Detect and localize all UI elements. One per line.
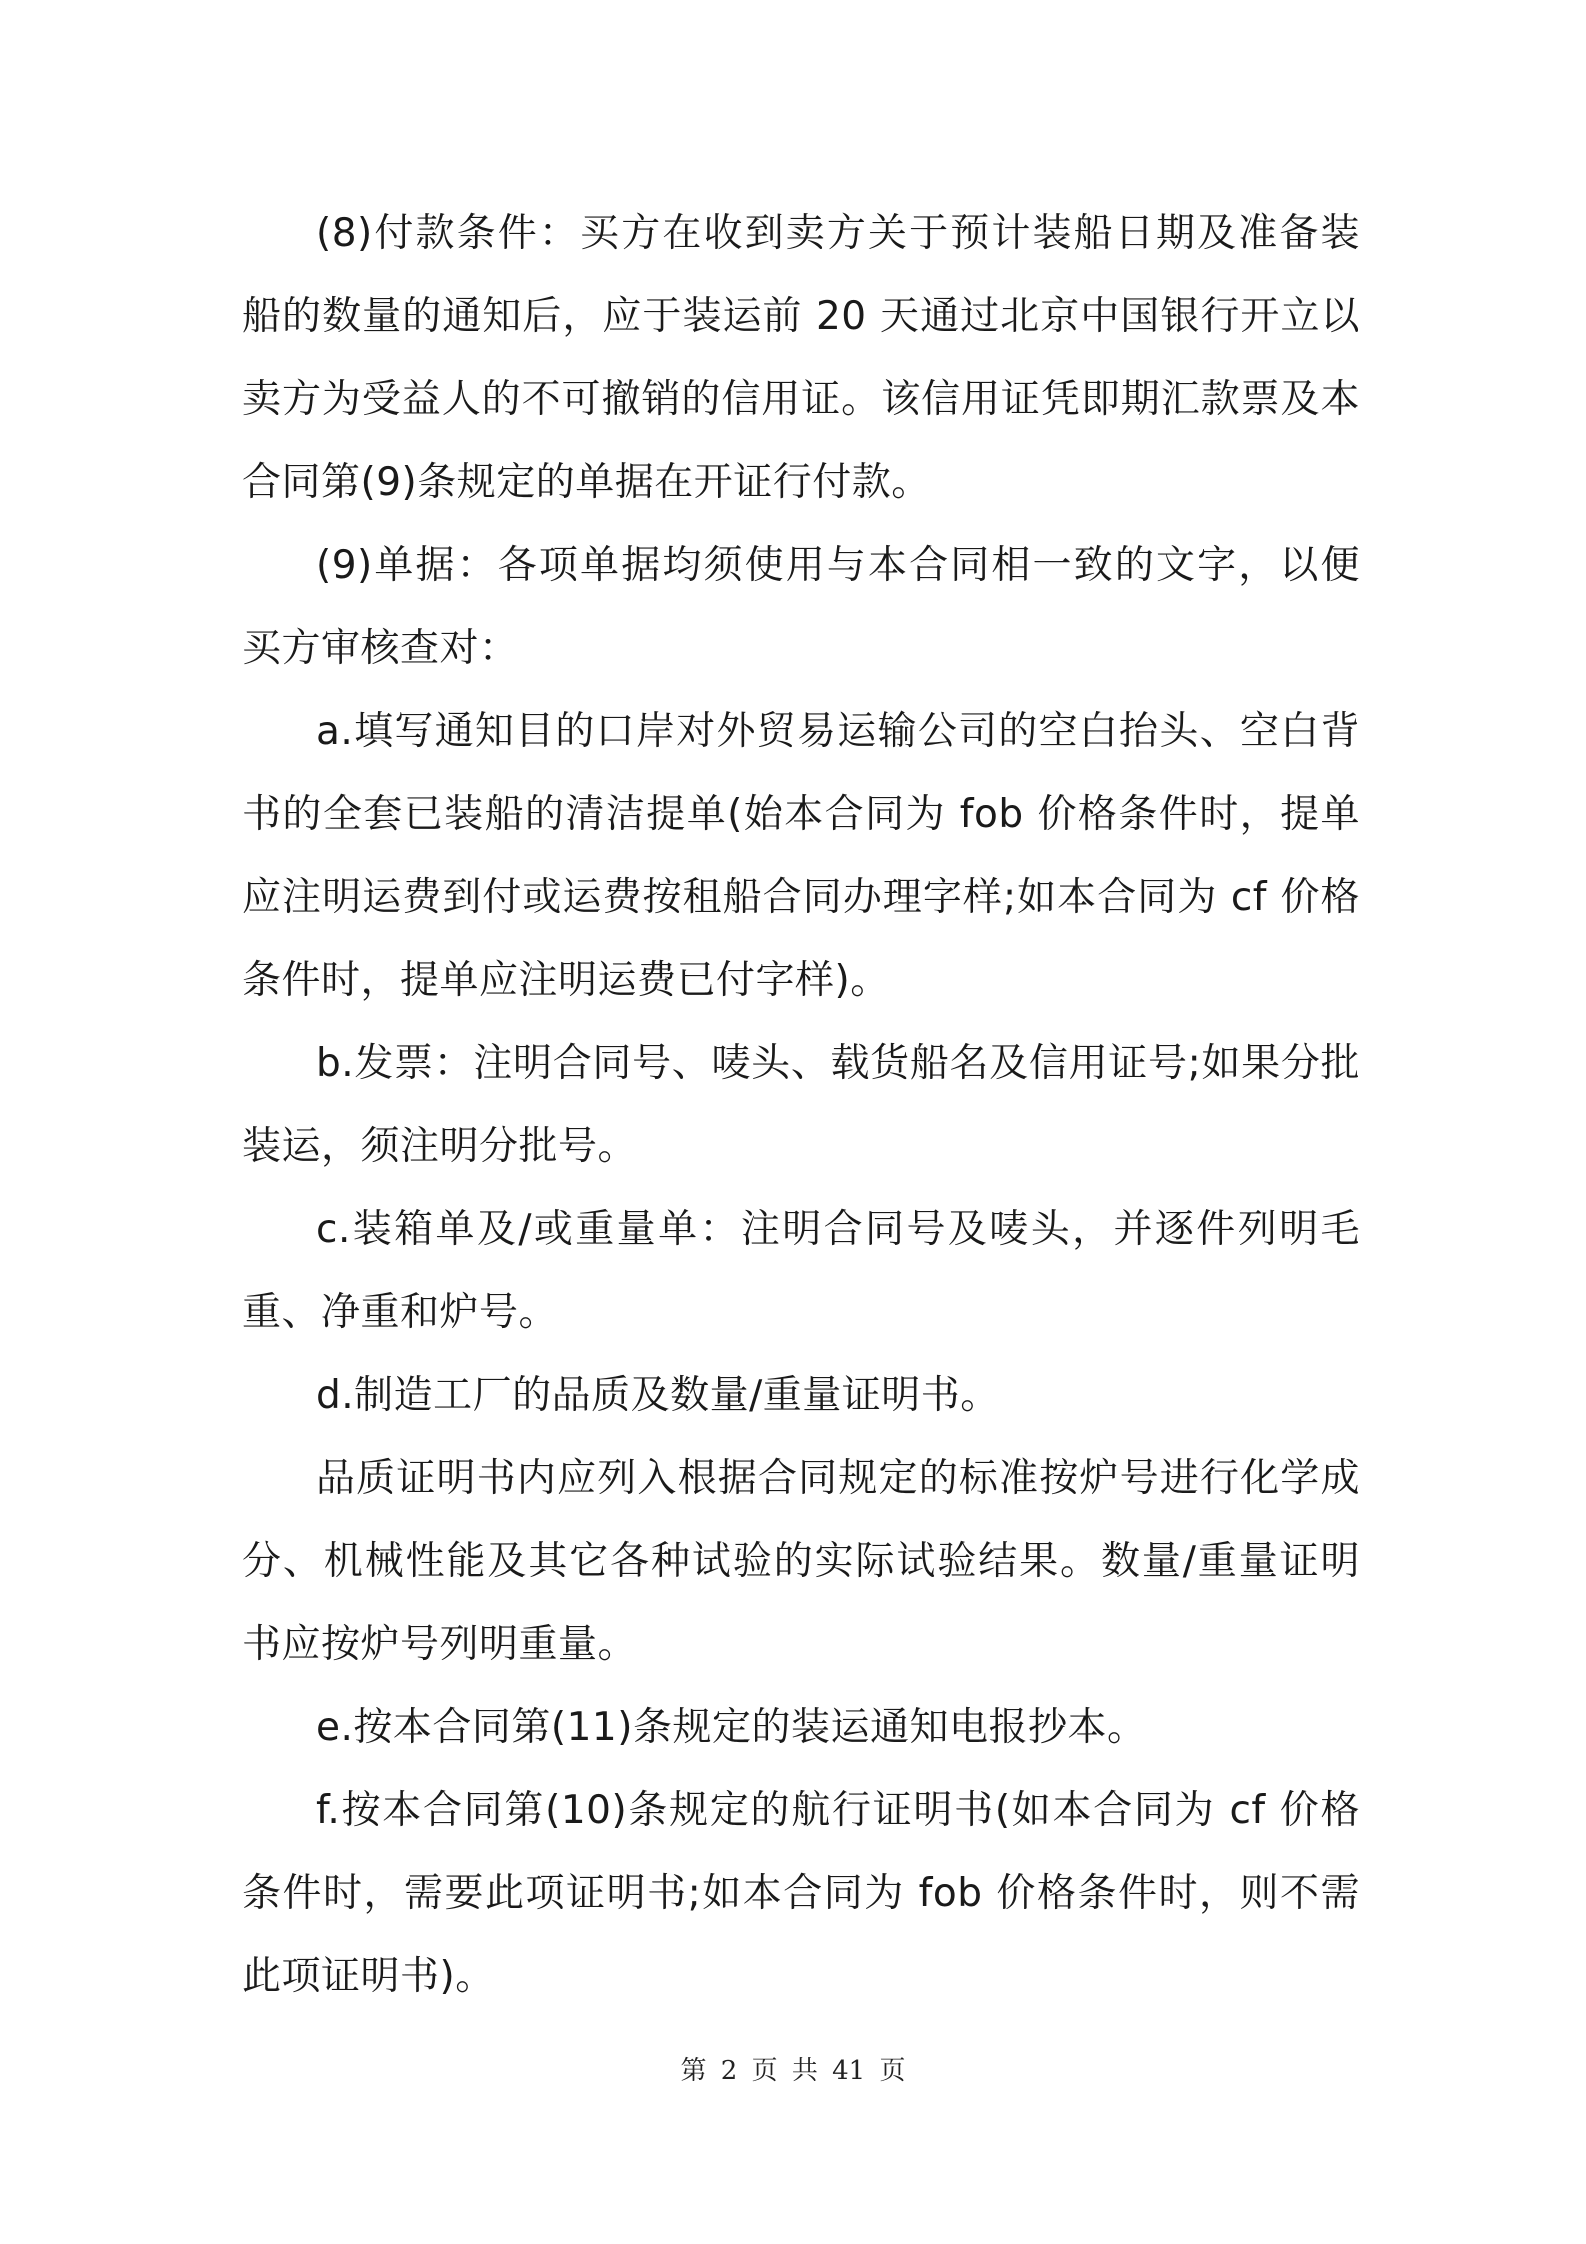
document-body	[242, 192, 1360, 2018]
paragraph-payment-terms: (8)付款条件：买方在收到卖方关于预计装船日期及准备装船的数量的通知后，应于装运前 20 天通过北京中国银行开立以卖方为受益人的不可撤销的信用证。该信用证凭即期汇款票及本合同第(9)条规定的单据在开证行付款。	[242, 211, 1360, 505]
page-number-footer: 第 2 页 共 41 页	[680, 2056, 906, 2086]
paragraph-item-f: f.按本合同第(10)条规定的航行证明书(如本合同为 cf 价格条件时，需要此项证明书;如本合同为 fob 价格条件时，则不需此项证明书)。	[242, 1788, 1360, 1999]
paragraph-item-e: e.按本合同第(11)条规定的装运通知电报抄本。	[316, 1705, 1147, 1750]
paragraph-item-a: a.填写通知目的口岸对外贸易运输公司的空白抬头、空白背书的全套已装船的清洁提单(始本合同为 fob 价格条件时，提单应注明运费到付或运费按租船合同办理字样;如本合同为 cf 价格条件时，提单应注明运费已付字样)。	[242, 709, 1360, 1003]
paragraph-item-c: c.装箱单及/或重量单：注明合同号及唛头，并逐件列明毛重、净重和炉号。	[242, 1207, 1360, 1335]
paragraph-quality-certificate: 品质证明书内应列入根据合同规定的标准按炉号进行化学成分、机械性能及其它各种试验的实际试验结果。数量/重量证明书应按炉号列明重量。	[242, 1456, 1360, 1667]
paragraph-item-b: b.发票：注明合同号、唛头、载货船名及信用证号;如果分批装运，须注明分批号。	[242, 1041, 1360, 1169]
paragraph-documents: (9)单据：各项单据均须使用与本合同相一致的文字，以便买方审核查对：	[242, 543, 1360, 671]
paragraph-item-d: d.制造工厂的品质及数量/重量证明书。	[316, 1373, 1000, 1418]
